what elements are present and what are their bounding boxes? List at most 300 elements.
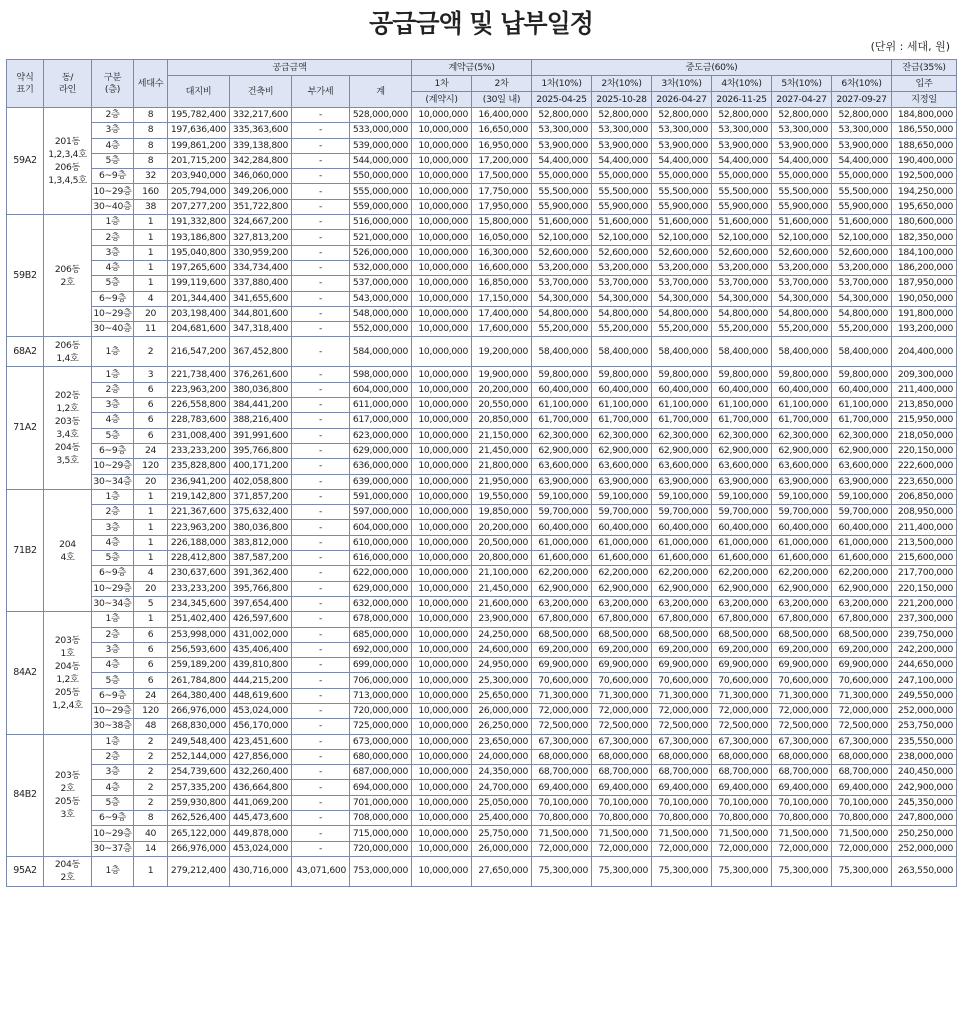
floor-cell: 6~9층 <box>92 566 134 581</box>
middle-5-cell: 68,500,000 <box>772 627 832 642</box>
floor-cell: 5층 <box>92 551 134 566</box>
households-cell: 2 <box>134 765 168 780</box>
middle-5-cell: 59,700,000 <box>772 505 832 520</box>
contract-2-cell: 20,550,000 <box>472 398 532 413</box>
land-cost-cell: 259,189,200 <box>168 658 230 673</box>
middle-2-cell: 55,200,000 <box>592 322 652 337</box>
middle-4-cell: 69,200,000 <box>712 642 772 657</box>
vat-cell: - <box>292 749 350 764</box>
total-cell: 550,000,000 <box>350 169 412 184</box>
table-row <box>7 749 957 764</box>
contract-1-cell: 10,000,000 <box>412 673 472 688</box>
floor-cell: 3층 <box>92 245 134 260</box>
balance-cell: 208,950,000 <box>892 505 957 520</box>
building-cost-cell: 453,024,000 <box>230 703 292 718</box>
building-cost-cell: 330,959,200 <box>230 245 292 260</box>
middle-5-cell: 72,000,000 <box>772 841 832 856</box>
vat-cell: - <box>292 138 350 153</box>
middle-2-cell: 69,900,000 <box>592 658 652 673</box>
balance-cell: 213,500,000 <box>892 535 957 550</box>
middle-1-cell: 70,600,000 <box>532 673 592 688</box>
contract-1-cell: 10,000,000 <box>412 841 472 856</box>
households-cell: 1 <box>134 520 168 535</box>
balance-cell: 184,800,000 <box>892 108 957 123</box>
middle-4-cell: 60,400,000 <box>712 382 772 397</box>
contract-2-cell: 20,500,000 <box>472 535 532 550</box>
middle-1-cell: 60,400,000 <box>532 520 592 535</box>
vat-cell: - <box>292 306 350 321</box>
households-cell: 4 <box>134 291 168 306</box>
middle-3-cell: 72,000,000 <box>652 703 712 718</box>
land-cost-cell: 264,380,400 <box>168 688 230 703</box>
middle-2-cell: 70,600,000 <box>592 673 652 688</box>
building-cost-cell: 397,654,400 <box>230 596 292 611</box>
vat-cell: - <box>292 230 350 245</box>
building-line-cell <box>44 215 92 337</box>
middle-1-cell: 68,500,000 <box>532 627 592 642</box>
floor-cell: 6~9층 <box>92 291 134 306</box>
land-cost-cell: 219,142,800 <box>168 489 230 504</box>
total-cell: 623,000,000 <box>350 428 412 443</box>
land-cost-cell: 221,738,400 <box>168 367 230 382</box>
building-cost-cell: 427,856,000 <box>230 749 292 764</box>
middle-6-cell: 63,200,000 <box>832 596 892 611</box>
balance-cell: 239,750,000 <box>892 627 957 642</box>
total-cell: 543,000,000 <box>350 291 412 306</box>
middle-6-cell: 55,500,000 <box>832 184 892 199</box>
middle-4-cell: 70,600,000 <box>712 673 772 688</box>
land-cost-cell: 262,526,400 <box>168 811 230 826</box>
building-cost-cell: 444,215,200 <box>230 673 292 688</box>
balance-cell: 206,850,000 <box>892 489 957 504</box>
middle-3-cell: 55,200,000 <box>652 322 712 337</box>
middle-1-cell: 70,100,000 <box>532 795 592 810</box>
middle-3-cell: 72,500,000 <box>652 719 712 734</box>
middle-6-cell: 52,100,000 <box>832 230 892 245</box>
building-line-cell <box>44 612 92 734</box>
contract-1-cell: 10,000,000 <box>412 719 472 734</box>
middle-2-cell: 62,300,000 <box>592 428 652 443</box>
contract-2-cell: 25,300,000 <box>472 673 532 688</box>
contract-2-cell: 17,200,000 <box>472 153 532 168</box>
contract-2-cell: 21,800,000 <box>472 459 532 474</box>
middle-1-cell: 61,000,000 <box>532 535 592 550</box>
middle-5-cell: 75,300,000 <box>772 856 832 886</box>
balance-cell: 217,700,000 <box>892 566 957 581</box>
middle-1-cell: 71,300,000 <box>532 688 592 703</box>
middle-4-cell: 52,100,000 <box>712 230 772 245</box>
building-line-text: 1,3,4,5호 <box>48 175 87 187</box>
building-line-text: 204동 <box>54 442 81 454</box>
contract-2-cell: 20,200,000 <box>472 520 532 535</box>
table-row <box>7 260 957 275</box>
floor-cell: 6~9층 <box>92 443 134 458</box>
floor-cell: 6~9층 <box>92 811 134 826</box>
table-row <box>7 169 957 184</box>
land-cost-cell: 251,402,400 <box>168 612 230 627</box>
middle-5-cell: 61,700,000 <box>772 413 832 428</box>
middle-6-cell: 53,200,000 <box>832 260 892 275</box>
middle-1-cell: 61,100,000 <box>532 398 592 413</box>
contract-1-cell: 10,000,000 <box>412 749 472 764</box>
households-cell: 6 <box>134 382 168 397</box>
total-cell: 708,000,000 <box>350 811 412 826</box>
building-cost-cell: 367,452,800 <box>230 337 292 367</box>
households-cell: 6 <box>134 627 168 642</box>
building-cost-cell: 391,362,400 <box>230 566 292 581</box>
contract-2-cell: 19,850,000 <box>472 505 532 520</box>
hdr-middle-1: 1차(10%) <box>532 76 592 92</box>
balance-cell: 223,650,000 <box>892 474 957 489</box>
middle-2-cell: 55,500,000 <box>592 184 652 199</box>
balance-cell: 188,650,000 <box>892 138 957 153</box>
middle-3-cell: 54,300,000 <box>652 291 712 306</box>
total-cell: 720,000,000 <box>350 841 412 856</box>
hdr-middle-2: 2차(10%) <box>592 76 652 92</box>
land-cost-cell: 205,794,000 <box>168 184 230 199</box>
land-cost-cell: 203,198,400 <box>168 306 230 321</box>
contract-1-cell: 10,000,000 <box>412 520 472 535</box>
building-line-text: 205동 <box>54 686 81 698</box>
middle-2-cell: 52,600,000 <box>592 245 652 260</box>
middle-5-cell: 71,300,000 <box>772 688 832 703</box>
floor-cell: 5층 <box>92 276 134 291</box>
households-cell: 6 <box>134 642 168 657</box>
middle-5-cell: 54,300,000 <box>772 291 832 306</box>
middle-5-cell: 70,800,000 <box>772 811 832 826</box>
contract-2-cell: 25,650,000 <box>472 688 532 703</box>
hdr-total: 계 <box>350 76 412 108</box>
contract-1-cell: 10,000,000 <box>412 459 472 474</box>
building-cost-cell: 344,801,600 <box>230 306 292 321</box>
middle-3-cell: 55,500,000 <box>652 184 712 199</box>
floor-cell: 4층 <box>92 260 134 275</box>
households-cell: 14 <box>134 841 168 856</box>
middle-4-cell: 62,900,000 <box>712 581 772 596</box>
floor-cell: 2층 <box>92 627 134 642</box>
building-line-text: 3호 <box>60 809 75 821</box>
households-cell: 1 <box>134 245 168 260</box>
households-cell: 24 <box>134 443 168 458</box>
middle-5-cell: 61,100,000 <box>772 398 832 413</box>
middle-5-cell: 52,100,000 <box>772 230 832 245</box>
middle-1-cell: 69,900,000 <box>532 658 592 673</box>
hdr-vat: 부가세 <box>292 76 350 108</box>
middle-4-cell: 51,600,000 <box>712 215 772 230</box>
floor-cell: 30~37층 <box>92 841 134 856</box>
middle-2-cell: 60,400,000 <box>592 382 652 397</box>
floor-cell: 2층 <box>92 230 134 245</box>
middle-6-cell: 54,300,000 <box>832 291 892 306</box>
middle-6-cell: 68,700,000 <box>832 765 892 780</box>
middle-1-cell: 54,300,000 <box>532 291 592 306</box>
building-line-cell <box>44 337 92 367</box>
middle-6-cell: 72,000,000 <box>832 841 892 856</box>
households-cell: 1 <box>134 535 168 550</box>
supply-price-table <box>6 59 957 887</box>
floor-cell: 30~34층 <box>92 596 134 611</box>
middle-3-cell: 63,600,000 <box>652 459 712 474</box>
contract-2-cell: 21,600,000 <box>472 596 532 611</box>
contract-2-cell: 24,950,000 <box>472 658 532 673</box>
total-cell: 539,000,000 <box>350 138 412 153</box>
middle-5-cell: 69,200,000 <box>772 642 832 657</box>
page-title: 공급금액 및 납부일정 <box>369 9 593 38</box>
table-row <box>7 276 957 291</box>
middle-2-cell: 61,000,000 <box>592 535 652 550</box>
table-row <box>7 428 957 443</box>
hdr-balance: 잔금(35%) <box>892 60 957 76</box>
vat-cell: - <box>292 413 350 428</box>
middle-3-cell: 69,400,000 <box>652 780 712 795</box>
middle-2-cell: 61,600,000 <box>592 551 652 566</box>
households-cell: 8 <box>134 108 168 123</box>
total-cell: 598,000,000 <box>350 367 412 382</box>
table-row <box>7 627 957 642</box>
hdr-middle-6-date: 2027-09-27 <box>832 92 892 108</box>
building-cost-cell: 395,766,800 <box>230 443 292 458</box>
hdr-category: 구분 (층) <box>92 60 134 108</box>
middle-2-cell: 62,200,000 <box>592 566 652 581</box>
building-line-text: 204동 <box>54 859 81 871</box>
unit-type-cell: 59A2 <box>7 108 44 215</box>
balance-cell: 190,400,000 <box>892 153 957 168</box>
land-cost-cell: 266,976,000 <box>168 703 230 718</box>
middle-6-cell: 63,600,000 <box>832 459 892 474</box>
table-row <box>7 184 957 199</box>
households-cell: 2 <box>134 780 168 795</box>
middle-4-cell: 71,500,000 <box>712 826 772 841</box>
hdr-balance-date: 지정일 <box>892 92 957 108</box>
land-cost-cell: 256,593,600 <box>168 642 230 657</box>
building-cost-cell: 400,171,200 <box>230 459 292 474</box>
middle-2-cell: 72,000,000 <box>592 703 652 718</box>
vat-cell: - <box>292 428 350 443</box>
middle-6-cell: 58,400,000 <box>832 337 892 367</box>
contract-1-cell: 10,000,000 <box>412 337 472 367</box>
building-line-text: 2호 <box>60 872 75 884</box>
floor-cell: 2층 <box>92 382 134 397</box>
middle-1-cell: 55,900,000 <box>532 199 592 214</box>
middle-1-cell: 54,800,000 <box>532 306 592 321</box>
middle-5-cell: 67,300,000 <box>772 734 832 749</box>
hdr-middle-3: 3차(10%) <box>652 76 712 92</box>
middle-6-cell: 63,900,000 <box>832 474 892 489</box>
building-line-text: 203동 <box>54 770 81 782</box>
middle-3-cell: 63,200,000 <box>652 596 712 611</box>
vat-cell: - <box>292 489 350 504</box>
middle-2-cell: 75,300,000 <box>592 856 652 886</box>
table-row <box>7 811 957 826</box>
building-cost-cell: 342,284,800 <box>230 153 292 168</box>
land-cost-cell: 216,547,200 <box>168 337 230 367</box>
middle-3-cell: 69,200,000 <box>652 642 712 657</box>
total-cell: 604,000,000 <box>350 382 412 397</box>
middle-4-cell: 61,100,000 <box>712 398 772 413</box>
middle-4-cell: 72,500,000 <box>712 719 772 734</box>
vat-cell: - <box>292 566 350 581</box>
table-row <box>7 612 957 627</box>
middle-1-cell: 72,500,000 <box>532 719 592 734</box>
building-cost-cell: 375,632,400 <box>230 505 292 520</box>
balance-cell: 253,750,000 <box>892 719 957 734</box>
land-cost-cell: 235,828,800 <box>168 459 230 474</box>
middle-4-cell: 59,800,000 <box>712 367 772 382</box>
contract-1-cell: 10,000,000 <box>412 688 472 703</box>
land-cost-cell: 221,367,600 <box>168 505 230 520</box>
land-cost-cell: 249,548,400 <box>168 734 230 749</box>
contract-1-cell: 10,000,000 <box>412 443 472 458</box>
contract-1-cell: 10,000,000 <box>412 505 472 520</box>
total-cell: 706,000,000 <box>350 673 412 688</box>
middle-5-cell: 63,200,000 <box>772 596 832 611</box>
middle-2-cell: 69,400,000 <box>592 780 652 795</box>
middle-1-cell: 68,700,000 <box>532 765 592 780</box>
building-cost-cell: 327,813,200 <box>230 230 292 245</box>
contract-1-cell: 10,000,000 <box>412 322 472 337</box>
middle-3-cell: 60,400,000 <box>652 382 712 397</box>
middle-1-cell: 53,300,000 <box>532 123 592 138</box>
land-cost-cell: 233,233,200 <box>168 443 230 458</box>
floor-cell: 3층 <box>92 765 134 780</box>
building-cost-cell: 423,451,600 <box>230 734 292 749</box>
contract-2-cell: 24,600,000 <box>472 642 532 657</box>
middle-4-cell: 53,900,000 <box>712 138 772 153</box>
total-cell: 639,000,000 <box>350 474 412 489</box>
middle-1-cell: 72,000,000 <box>532 841 592 856</box>
middle-5-cell: 53,200,000 <box>772 260 832 275</box>
middle-6-cell: 69,400,000 <box>832 780 892 795</box>
total-cell: 584,000,000 <box>350 337 412 367</box>
vat-cell: - <box>292 322 350 337</box>
vat-cell: - <box>292 153 350 168</box>
land-cost-cell: 195,040,800 <box>168 245 230 260</box>
hdr-contract-1: 1차 <box>412 76 472 92</box>
hdr-balance-move-in: 입주 <box>892 76 957 92</box>
vat-cell: - <box>292 826 350 841</box>
vat-cell: - <box>292 245 350 260</box>
contract-1-cell: 10,000,000 <box>412 474 472 489</box>
land-cost-cell: 279,212,400 <box>168 856 230 886</box>
total-cell: 597,000,000 <box>350 505 412 520</box>
building-cost-cell: 383,812,000 <box>230 535 292 550</box>
hdr-middle-4: 4차(10%) <box>712 76 772 92</box>
vat-cell: - <box>292 108 350 123</box>
middle-4-cell: 55,200,000 <box>712 322 772 337</box>
floor-cell: 1층 <box>92 856 134 886</box>
land-cost-cell: 236,941,200 <box>168 474 230 489</box>
middle-3-cell: 55,000,000 <box>652 169 712 184</box>
building-line-text: 206동 <box>54 162 81 174</box>
hdr-contract-1-when: (계약시) <box>412 92 472 108</box>
households-cell: 1 <box>134 612 168 627</box>
middle-2-cell: 63,200,000 <box>592 596 652 611</box>
total-cell: 559,000,000 <box>350 199 412 214</box>
table-row <box>7 230 957 245</box>
households-cell: 1 <box>134 489 168 504</box>
table-row <box>7 108 957 123</box>
middle-6-cell: 55,200,000 <box>832 322 892 337</box>
total-cell: 617,000,000 <box>350 413 412 428</box>
contract-1-cell: 10,000,000 <box>412 367 472 382</box>
hdr-building: 건축비 <box>230 76 292 108</box>
middle-6-cell: 51,600,000 <box>832 215 892 230</box>
balance-cell: 180,600,000 <box>892 215 957 230</box>
households-cell: 8 <box>134 153 168 168</box>
middle-3-cell: 62,900,000 <box>652 443 712 458</box>
middle-4-cell: 60,400,000 <box>712 520 772 535</box>
building-line-cell <box>44 734 92 856</box>
floor-cell: 30~34층 <box>92 474 134 489</box>
table-row <box>7 306 957 321</box>
hdr-land: 대지비 <box>168 76 230 108</box>
land-cost-cell: 253,998,000 <box>168 627 230 642</box>
total-cell: 548,000,000 <box>350 306 412 321</box>
middle-6-cell: 55,000,000 <box>832 169 892 184</box>
middle-5-cell: 53,300,000 <box>772 123 832 138</box>
contract-2-cell: 16,050,000 <box>472 230 532 245</box>
middle-4-cell: 61,700,000 <box>712 413 772 428</box>
floor-cell: 4층 <box>92 658 134 673</box>
total-cell: 715,000,000 <box>350 826 412 841</box>
balance-cell: 220,150,000 <box>892 581 957 596</box>
land-cost-cell: 266,976,000 <box>168 841 230 856</box>
contract-2-cell: 27,650,000 <box>472 856 532 886</box>
households-cell: 11 <box>134 322 168 337</box>
middle-6-cell: 59,700,000 <box>832 505 892 520</box>
middle-3-cell: 62,900,000 <box>652 581 712 596</box>
building-line-text: 203동 <box>54 634 81 646</box>
middle-5-cell: 68,000,000 <box>772 749 832 764</box>
building-cost-cell: 346,060,000 <box>230 169 292 184</box>
contract-1-cell: 10,000,000 <box>412 306 472 321</box>
unit-type-cell: 71B2 <box>7 489 44 611</box>
middle-4-cell: 53,300,000 <box>712 123 772 138</box>
balance-cell: 215,600,000 <box>892 551 957 566</box>
balance-cell: 252,000,000 <box>892 841 957 856</box>
floor-cell: 4층 <box>92 138 134 153</box>
contract-1-cell: 10,000,000 <box>412 489 472 504</box>
households-cell: 32 <box>134 169 168 184</box>
contract-1-cell: 10,000,000 <box>412 138 472 153</box>
vat-cell: - <box>292 795 350 810</box>
households-cell: 40 <box>134 826 168 841</box>
middle-4-cell: 72,000,000 <box>712 703 772 718</box>
middle-5-cell: 67,800,000 <box>772 612 832 627</box>
middle-6-cell: 52,800,000 <box>832 108 892 123</box>
middle-4-cell: 68,500,000 <box>712 627 772 642</box>
middle-5-cell: 55,200,000 <box>772 322 832 337</box>
land-cost-cell: 254,739,600 <box>168 765 230 780</box>
middle-6-cell: 60,400,000 <box>832 382 892 397</box>
total-cell: 616,000,000 <box>350 551 412 566</box>
floor-cell: 5층 <box>92 795 134 810</box>
households-cell: 1 <box>134 215 168 230</box>
middle-3-cell: 55,900,000 <box>652 199 712 214</box>
land-cost-cell: 197,265,600 <box>168 260 230 275</box>
land-cost-cell: 259,930,800 <box>168 795 230 810</box>
middle-5-cell: 52,600,000 <box>772 245 832 260</box>
table-row <box>7 245 957 260</box>
middle-4-cell: 69,400,000 <box>712 780 772 795</box>
middle-4-cell: 55,000,000 <box>712 169 772 184</box>
middle-5-cell: 59,800,000 <box>772 367 832 382</box>
land-cost-cell: 199,119,600 <box>168 276 230 291</box>
hdr-middle-3-date: 2026-04-27 <box>652 92 712 108</box>
middle-6-cell: 72,500,000 <box>832 719 892 734</box>
middle-6-cell: 59,800,000 <box>832 367 892 382</box>
contract-1-cell: 10,000,000 <box>412 245 472 260</box>
